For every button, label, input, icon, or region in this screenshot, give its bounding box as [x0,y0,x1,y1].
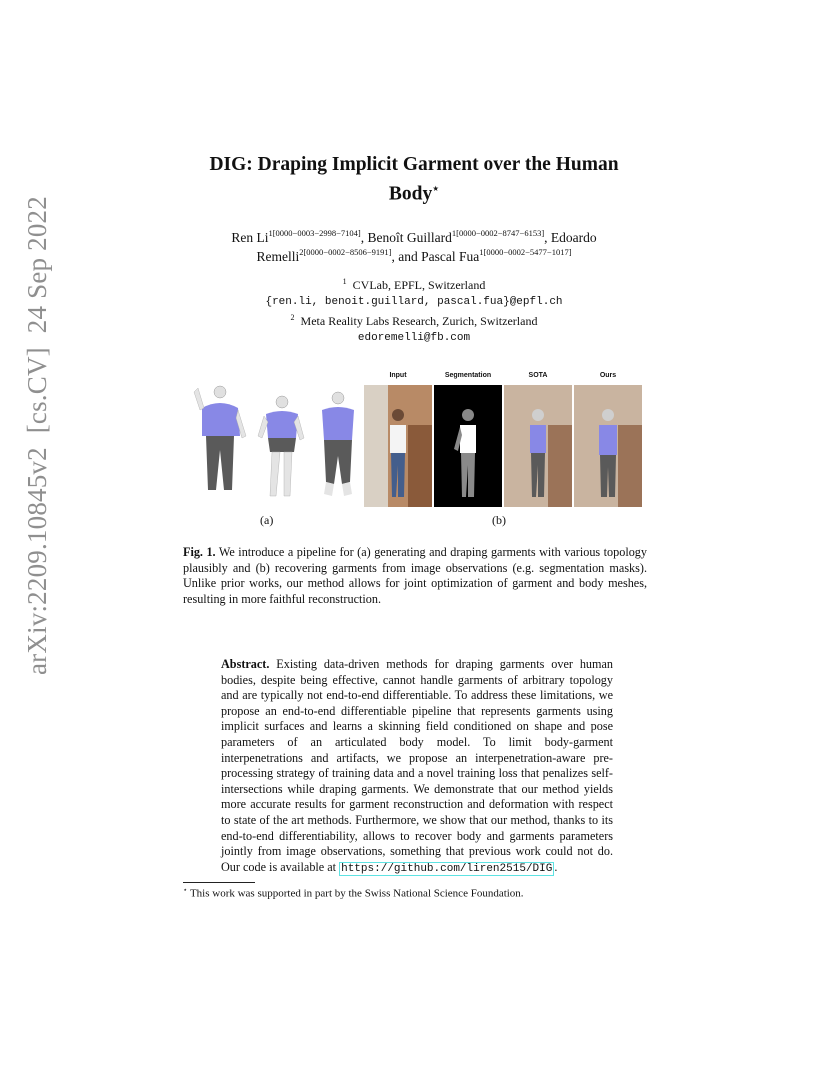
author-name: , Benoît Guillard [360,230,452,245]
footnote-mark: ⋆ [183,886,188,894]
abstract-label: Abstract. [221,657,270,671]
email-2: edoremelli@fb.com [357,332,471,344]
email-list-1: {ren.li, benoit.guillard, pascal.fua}@epfl.ch [265,296,563,308]
header-ours: Ours [599,372,617,379]
affiliations [150,274,678,346]
author-name: , and Pascal Fua [391,249,480,264]
body-figure-2 [258,396,304,496]
panel-input [364,385,432,507]
orcid: 1[0000−0002−8747−6153] [451,228,545,238]
affil-1: CVLab, EPFL, Switzerland [352,278,486,292]
body-figure-1 [194,386,246,490]
panel-ours [574,385,642,507]
header-input: Input [389,372,407,379]
author-name: , Edoardo Remelli [256,230,597,264]
orcid: 1[0000−0003−2998−7104] [268,228,361,238]
panel-sota [504,385,572,507]
caption-label: Fig. 1. [183,545,216,559]
paper-title [150,152,678,207]
title-star: ⋆ [432,183,440,195]
panel-segmentation [434,385,502,507]
arxiv-sidebar: arXiv:2209.10845v2 [cs.CV] 24 Sep 2022 [22,196,52,675]
abstract-text: Existing data-driven methods for draping garments over human bodies, despite being effective, cannot handle garments of arbitrary topology and are typically not end-to-end differentiable. To address these limitations, we propose an end-to-end differentiable pipeline that represents garments using implicit surfaces and learns a skinning field conditioned on shape and pose parameters of an articulated body model. To limit body-garment interpenetrations and artifacts, we propose an interpenetration-aware pre-processing strategy of training data and a novel training loss that penalizes self-intersections while draping garments. We demonstrate that our method yields more accurate results for garment reconstruction and deformation with respect to state of the art methods. Furthermore, we show that our method, thanks to its end-to-end differentiability, allows to recover body and garments parameters jointly from image observations, something that previous work could not do. Our code is available at [221,657,613,874]
author-list [182,228,646,266]
header-sota: SOTA [528,372,548,379]
body-figure-3 [322,392,354,496]
affil-2: Meta Reality Labs Research, Zurich, Switzerland [300,314,538,328]
footnote-rule [183,882,255,883]
author-name: Ren Li [231,230,269,245]
figure-caption [183,545,647,607]
figure-label-a: (a) [260,513,274,527]
code-link[interactable]: https://github.com/liren2515/DIG [341,862,553,875]
figure-a-draped-bodies [190,378,360,508]
footnote-text: This work was supported in part by the Swiss National Science Foundation. [187,887,524,900]
header-segmentation: Segmentation [444,372,492,379]
affil-number: 1 [342,277,347,286]
figure-b-panels [364,372,644,512]
title-line1: DIG: Draping Implicit Garment over the Human [209,154,619,175]
footnote [183,886,524,900]
title-line2: Body [388,183,433,205]
abstract [221,657,613,877]
orcid: 1[0000−0002−5477−1017] [479,247,572,257]
abstract-end: . [554,859,558,874]
affil-number: 2 [290,313,295,322]
orcid: 2[0000−0002−8506−9191] [299,247,392,257]
caption-text: We introduce a pipeline for (a) generating and draping garments with various topology plausibly and (b) recovering garments from image observations (e.g. segmentation masks). Unlike prior works, our method allows for joint optimization of garment and body meshes, resulting in more faithful reconstruction. [183,545,647,606]
figure-label-b: (b) [492,513,506,527]
